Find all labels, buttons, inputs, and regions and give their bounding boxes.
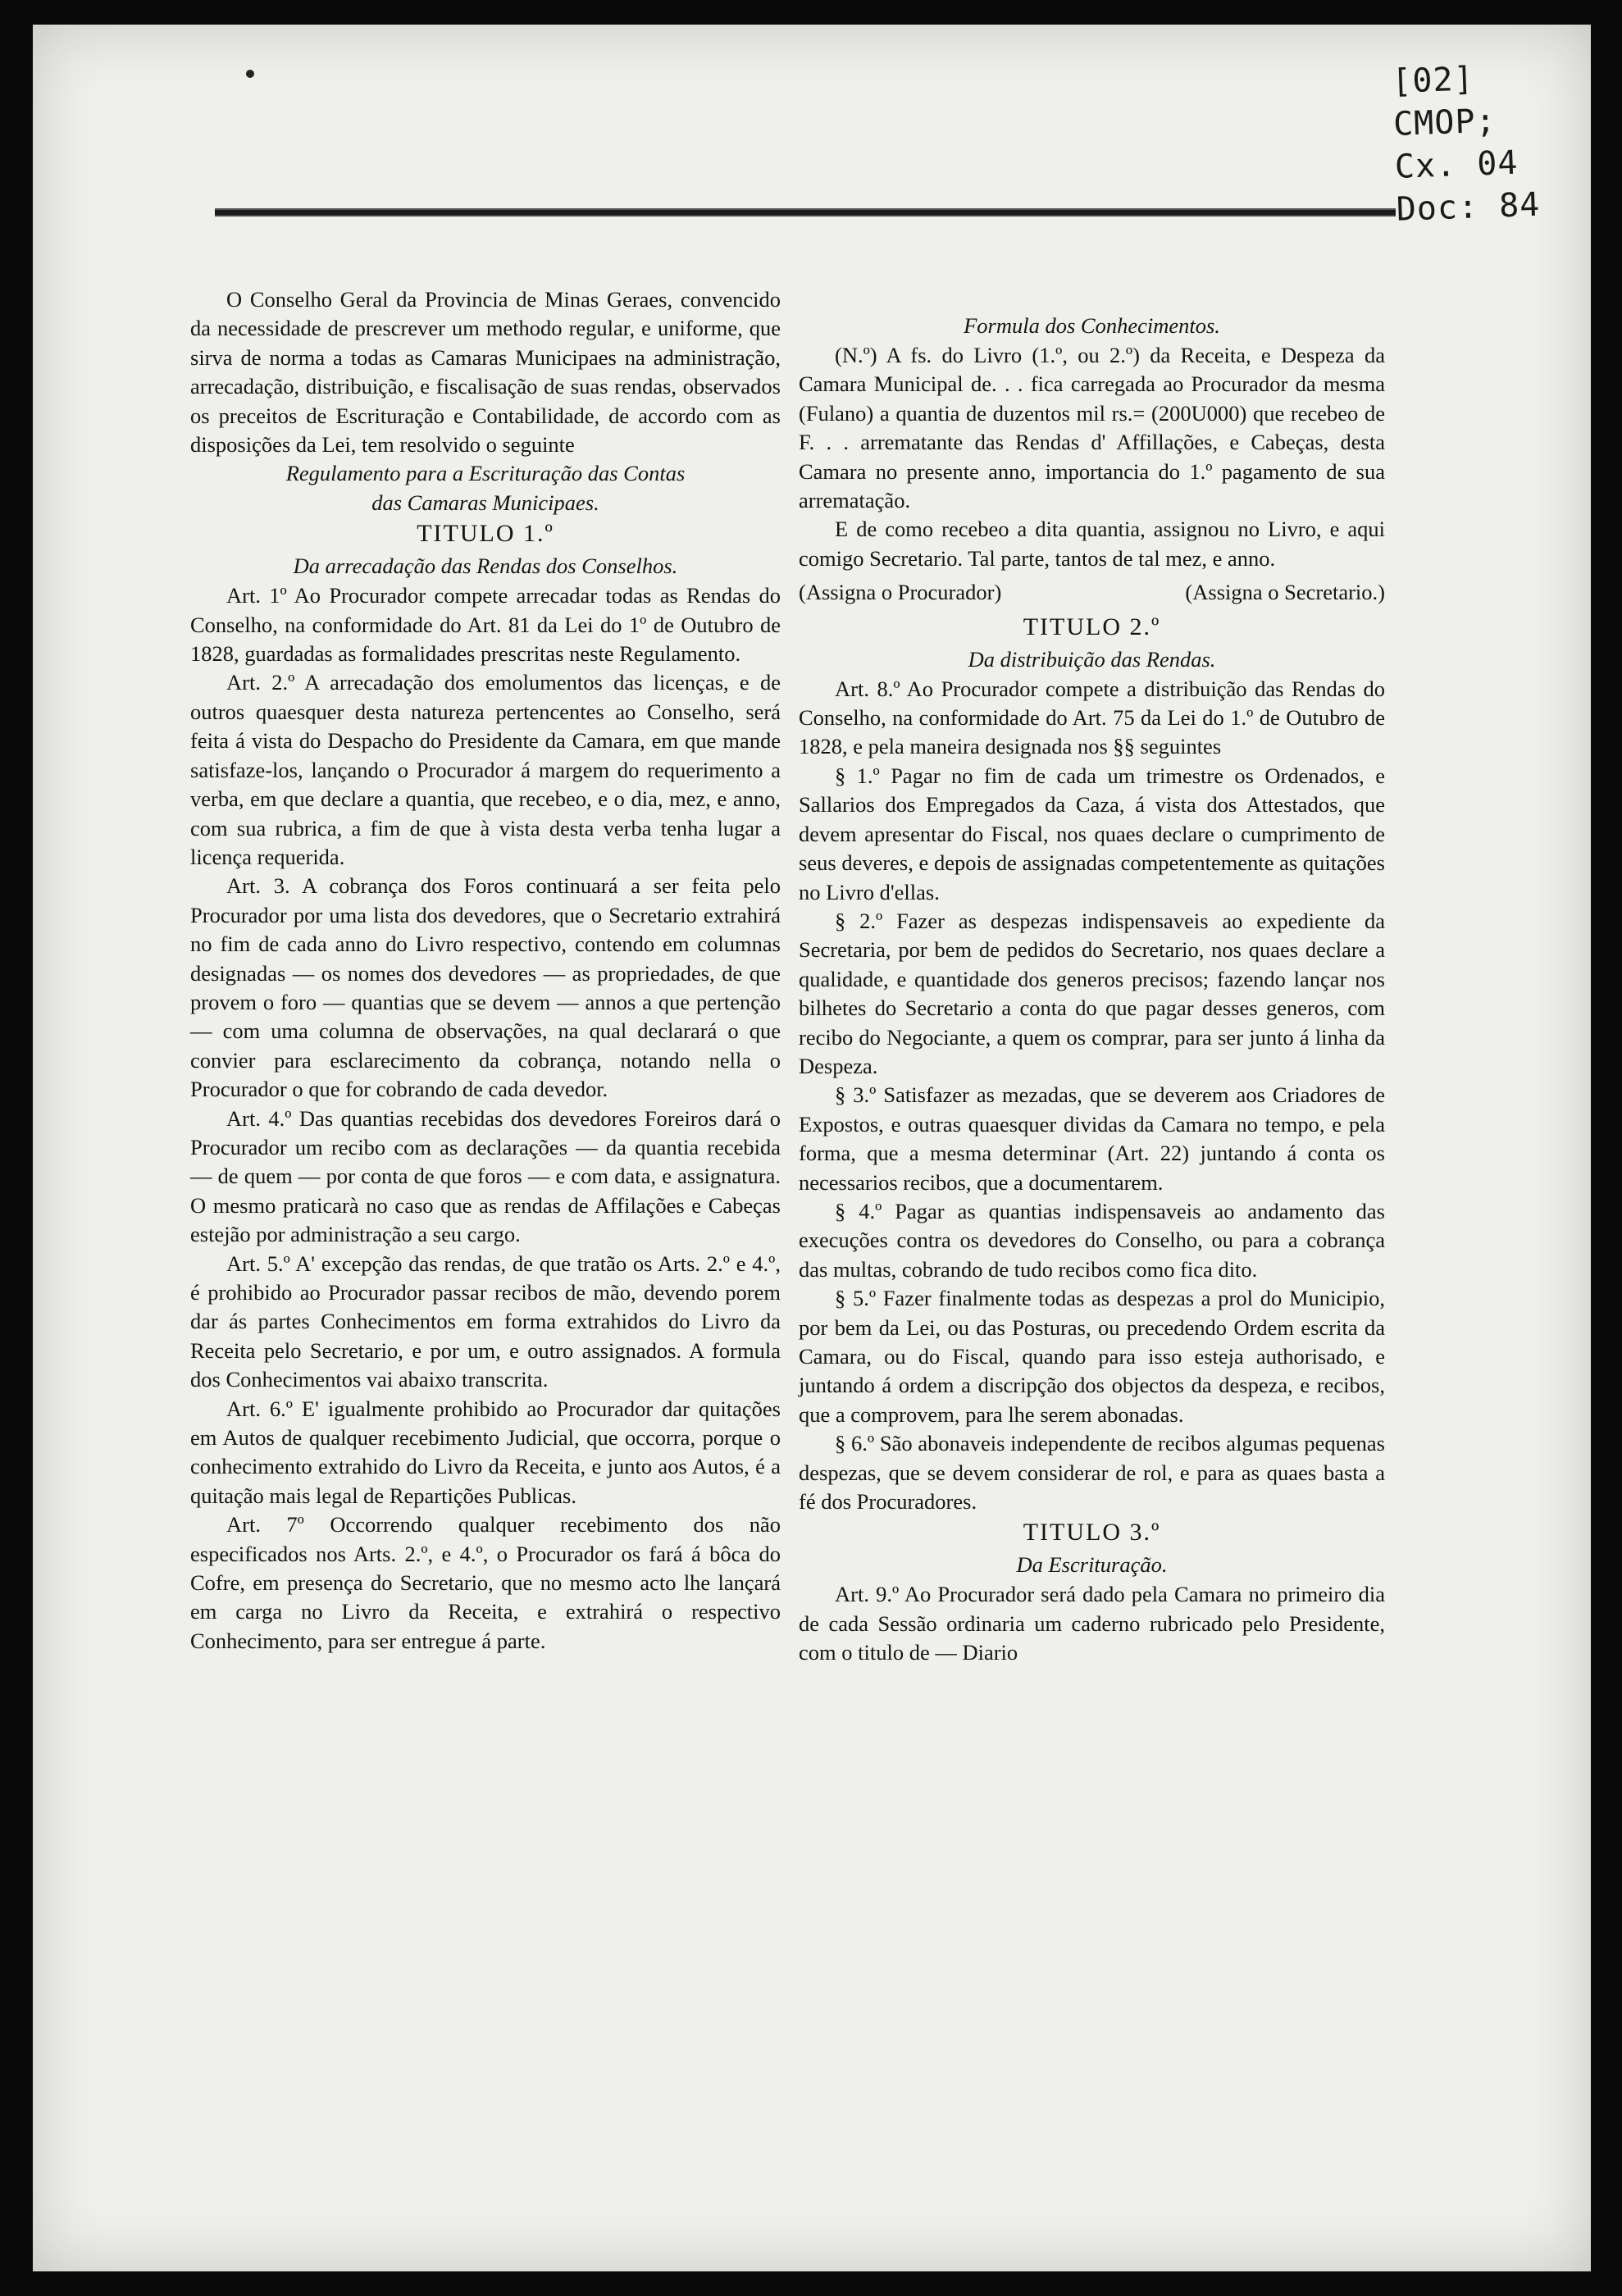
titulo-3-heading: TITULO 3.º: [1023, 1519, 1161, 1547]
left-column: [190, 285, 781, 1656]
header-rule: [215, 208, 1396, 216]
titulo-1-heading: TITULO 1.º: [417, 520, 554, 548]
titulo-2-heading: TITULO 2.º: [1023, 613, 1161, 640]
article-3: Art. 3. A cobrança dos Foros continuará a ser feita pelo Procurador por uma lista dos devedores, que o Secretario extrahirá no fim de cada anno do Livro respectivo, contendo em columnas designadas — os nomes dos devedores — as propriedades, de que provem o foro — quantias que se devem — annos a que pertenção — com uma columna de observações, na qual declarará o que convier para esclarecimento da cobrança, notando nella o Procurador o que for cobrando de cada devedor.: [190, 873, 781, 1102]
paragraph-3: § 3.º Satisfazer as mezadas, que se deverem aos Criadores de Expostos, e outras quaesquer dividas da Camara no tempo, e pela forma, que a mesma determinar (Art. 22) juntando á conta os necessarios recibos, que a documentarem.: [799, 1082, 1385, 1195]
regulation-title-line-2: das Camaras Municipaes.: [371, 490, 599, 515]
titulo-1-subheading: Da arrecadação das Rendas dos Conselhos.: [293, 554, 678, 579]
intro-paragraph: O Conselho Geral da Provincia de Minas Geraes, convencido da necessidade de prescrever um methodo regular, e uniforme, que sirva de norma a todas as Camaras Municipaes na administração, arrecadação, distribuição, e fiscalisação de suas rendas, observados os preceitos de Escrituração e Contabilidade, de accordo com as disposições da Lei, tem resolvido o seguinte: [190, 287, 781, 458]
paragraph-5: § 5.º Fazer finalmente todas as despezas a prol do Municipio, por bem da Lei, ou das Posturas, ou precedendo Ordem escrita da Camara, ou do Fiscal, quando para isso esteja authorisado, e juntando á ordem a discripção dos objectos da despeza, e recibos, que a comprovem, para lhe serem abonadas.: [799, 1286, 1385, 1427]
archive-note-line: Doc: 84: [1395, 185, 1542, 229]
article-1: Art. 1º Ao Procurador compete arrecadar todas as Rendas do Conselho, na conformidade do Art. 81 da Lei do 1º de Outubro de 1828, guardadas as formalidades prescritas neste Regulamento.: [190, 583, 781, 667]
article-9: Art. 9.º Ao Procurador será dado pela Camara no primeiro dia de cada Sessão ordinaria um caderno rubricado pelo Presidente, com o titulo de — Diario: [799, 1582, 1385, 1665]
article-7: Art. 7º Occorrendo qualquer recebimento dos não especificados nos Arts. 2.º, e 4.º, o Procurador os fará á bôca do Cofre, em presença do Secretario, que no mesmo acto lhe lançará em carga no Livro da Receita, e extrahirá o respectivo Conhecimento, para ser entregue á parte.: [190, 1512, 781, 1653]
archive-note-line: [02]: [1391, 60, 1475, 101]
document-page: [33, 25, 1591, 2271]
formula-text: (N.º) A fs. do Livro (1.º, ou 2.º) da Receita, e Despeza da Camara Municipal de. . . fica carregada ao Procurador da mesma (Fulano) a quantia de duzentos mil rs.= (200U000) que recebeo de F. . . arrematante das Rendas d' Affillações, e Cabeças, desta Camara no presente anno, importancia do 1.º pagamento de sua arrematação.: [799, 343, 1385, 513]
paragraph-4: § 4.º Pagar as quantias indispensaveis ao andamento das execuções contra os devedores do Conselho, ou para a cobrança das multas, cobrando de tudo recibos como fica dito.: [799, 1198, 1385, 1282]
signature-line: [799, 578, 1385, 607]
signature-secretario: (Assigna o Secretario.): [1185, 580, 1385, 605]
signature-procurador: (Assigna o Procurador): [799, 580, 1002, 605]
paragraph-1: § 1.º Pagar no fim de cada um trimestre os Ordenados, e Sallarios dos Empregados da Caza, á vista dos Attestados, que devem apresentar do Fiscal, nos quaes declare o cumprimento de seus deveres, e depois de assignadas competentemente as quitações no Livro d'ellas.: [799, 763, 1385, 904]
archive-note-line: Cx. 04: [1394, 144, 1519, 186]
ink-dot: [246, 70, 254, 78]
article-2: Art. 2.º A arrecadação dos emolumentos das licenças, e de outros quaesquer desta natureza pertencentes ao Conselho, será feita á vista do Despacho do Presidente da Camara, em que mande satisfaze-los, lançando o Procurador á margem do requerimento a verba, em que declare a quantia, que recebeo, e o dia, mez, e anno, com sua rubrica, a fim de que à vista desta verba tenha lugar a licença requerida.: [190, 670, 781, 869]
article-5: Art. 5.º A' excepção das rendas, de que tratão os Arts. 2.º e 4.º, é prohibido ao Procurador passar recibos de mão, devendo porem dar ás partes Conhecimentos em forma extrahidos do Livro da Receita pelo Secretario, e por um, e outro assignados. A formula dos Conhecimentos vai abaixo transcrita.: [190, 1250, 781, 1392]
titulo-3-subheading: Da Escrituração.: [1016, 1552, 1168, 1578]
formula-closing: E de como recebeo a dita quantia, assignou no Livro, e aqui comigo Secretario. Tal parte, tantos de tal mez, e anno.: [799, 517, 1385, 571]
formula-heading: Formula dos Conhecimentos.: [964, 313, 1220, 338]
right-column: [799, 310, 1385, 1668]
article-4: Art. 4.º Das quantias recebidas dos devedores Foreiros dará o Procurador um recibo com as declarações — da quantia recebida — de quem — por conta de que foros — e com data, e assignatura. O mesmo praticarà no caso que as rendas de Affilações e Cabeças estejão por administração a seu cargo.: [190, 1105, 781, 1247]
article-8: Art. 8.º Ao Procurador compete a distribuição das Rendas do Conselho, na conformidade do Art. 75 da Lei do 1.º de Outubro de 1828, e pela maneira designada nos §§ seguintes: [799, 676, 1385, 759]
archive-note-line: CMOP;: [1392, 102, 1497, 144]
paragraph-6: § 6.º São abonaveis independente de recibos algumas pequenas despezas, que se devem considerar de rol, e para as quaes basta a fé dos Procuradores.: [799, 1431, 1385, 1515]
regulation-title-line-1: Regulamento para a Escrituração das Contas: [285, 461, 686, 486]
article-6: Art. 6.º E' igualmente prohibido ao Procurador dar quitações em Autos de qualquer recebimento Judicial, que occorra, porque o conhecimento extrahido do Livro da Receita, e junto aos Autos, é a quitação mais legal de Repartições Publicas.: [190, 1396, 781, 1508]
titulo-2-subheading: Da distribuição das Rendas.: [968, 646, 1216, 672]
archive-handwritten-note: [1391, 54, 1577, 231]
paragraph-2: § 2.º Fazer as despezas indispensaveis ao expediente da Secretaria, por bem de pedidos do Secretario, nos quaes declare a qualidade, e quantidade dos generos precisos; fazendo lançar nos bilhetes do Secretario a conta do que pagar desses generos, com recibo do Negociante, a quem os comprar, para ser junto á linha da Despeza.: [799, 908, 1385, 1078]
